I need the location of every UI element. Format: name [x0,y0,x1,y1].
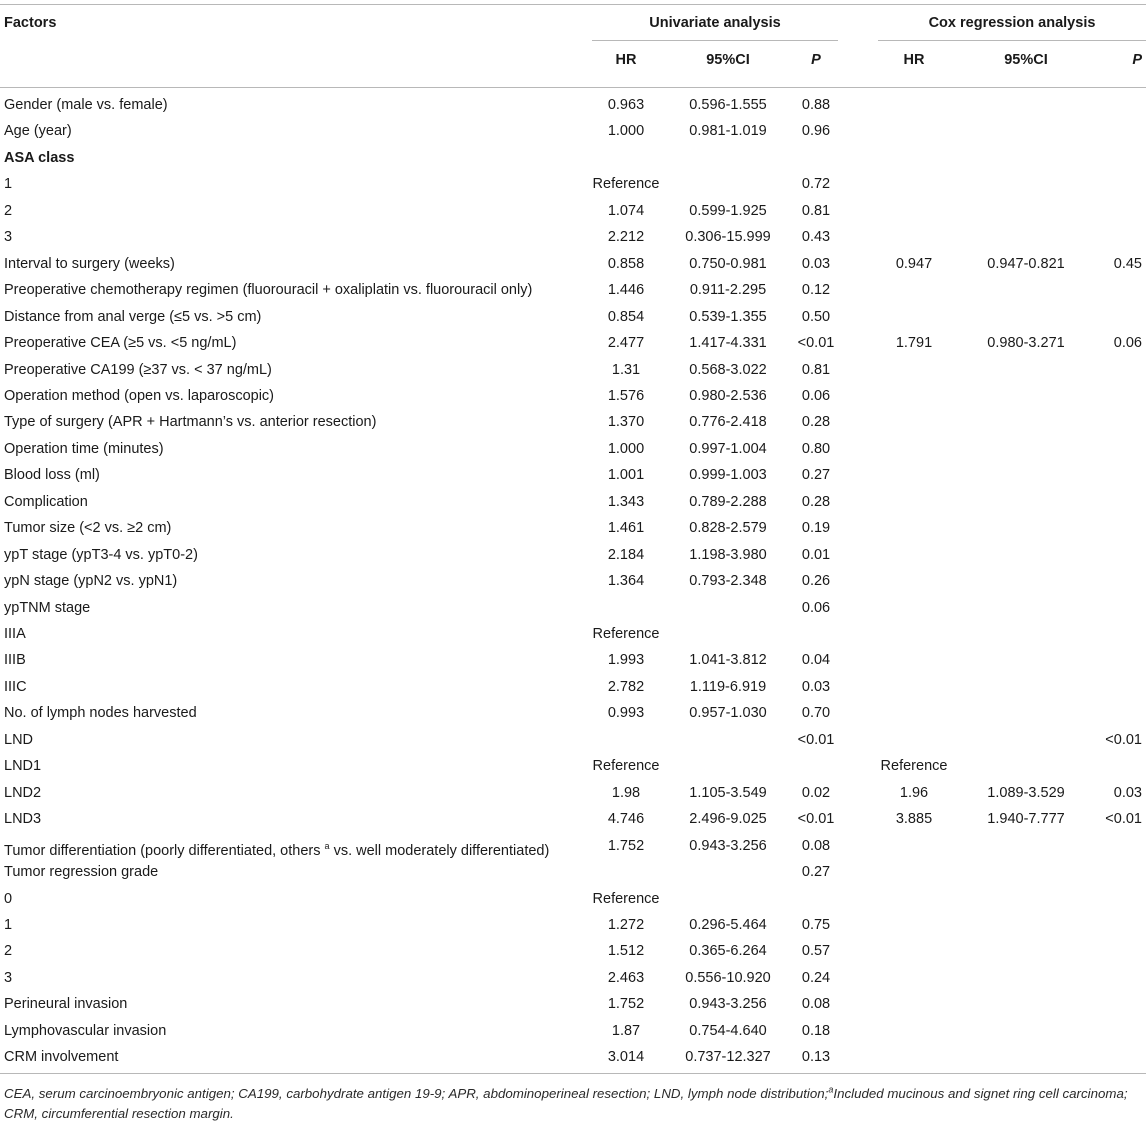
row-p-univariate: 0.88 [801,97,831,113]
row-factor [4,440,164,458]
row-p-cox: <0.01 [1105,811,1142,827]
row-ci-univariate: 0.828-2.579 [689,520,767,536]
row-p-univariate: 0.18 [801,1023,831,1039]
top-rule [0,4,1146,5]
row-factor-text: 1 [4,176,13,192]
row-p-univariate: 0.80 [801,441,831,457]
row-hr-univariate: 1.000 [607,441,645,457]
row-hr-univariate: 1.31 [611,362,641,378]
row-hr-univariate: 2.463 [607,970,645,986]
row-factor [4,175,12,193]
header-factors: Factors [4,15,57,31]
row-factor-text: LND3 [4,811,42,827]
row-factor [4,519,171,537]
row-hr-univariate: 0.963 [607,97,645,113]
row-factor-text: Operation time (minutes) [4,441,164,457]
row-factor-text: Age (year) [4,123,72,139]
row-p-univariate: 0.08 [801,996,831,1012]
row-ci-univariate: 0.599-1.925 [689,203,767,219]
row-factor [4,255,175,273]
footnote-part2: Included mucinous and signet ring cell carcinoma; CRM, circumferential resection margin. [4,1086,1128,1121]
header-hr-cox: HR [903,52,925,68]
row-p-cox: 0.45 [1113,256,1142,272]
header-ci-cox: 95%CI [1004,52,1048,68]
row-hr-univariate: 0.858 [607,256,645,272]
footnote-superscript: a [828,1084,834,1095]
row-hr-univariate: 1.370 [607,414,645,430]
row-factor [4,413,376,431]
row-factor [4,546,198,564]
row-hr-cox: 1.96 [899,785,929,801]
row-ci-univariate: 0.306-15.999 [685,229,771,245]
row-hr-univariate: Reference [592,176,660,192]
row-ci-univariate: 0.999-1.003 [689,467,767,483]
header-p-univariate: P [811,52,821,68]
row-ci-univariate: 0.789-2.288 [689,494,767,510]
row-p-univariate: 0.03 [801,679,831,695]
row-p-univariate: 0.81 [801,203,831,219]
row-hr-univariate: 1.000 [607,123,645,139]
row-factor [4,149,74,167]
row-ci-univariate: 0.957-1.030 [689,705,767,721]
row-p-cox: 0.06 [1113,335,1142,351]
row-factor-text: Tumor regression grade [4,864,159,880]
row-factor-text: ypTNM stage [4,600,91,616]
row-factor-text: 0 [4,891,13,907]
row-hr-univariate: 1.98 [611,785,641,801]
row-factor-text: Tumor size (<2 vs. ≥2 cm) [4,520,172,536]
row-ci-univariate: 2.496-9.025 [689,811,767,827]
row-p-univariate: 0.02 [801,785,831,801]
row-factor [4,1048,118,1066]
row-factor [4,704,197,722]
row-factor [4,810,41,828]
row-factor [4,281,532,299]
row-factor-text: IIIC [4,679,27,695]
header-p-cox: P [1132,52,1142,68]
row-factor-text: IIIA [4,626,26,642]
row-hr-cox: 3.885 [895,811,933,827]
univariate-underline [592,40,838,41]
row-p-univariate: 0.27 [801,864,831,880]
row-hr-univariate: Reference [592,626,660,642]
header-univariate: Univariate analysis [649,15,781,31]
header-ci-univariate: 95%CI [706,52,750,68]
row-ci-cox: 1.089-3.529 [987,785,1065,801]
row-ci-cox: 1.940-7.777 [987,811,1065,827]
row-p-cox: <0.01 [1105,732,1142,748]
row-p-univariate: 0.12 [801,282,831,298]
row-hr-univariate: 1.446 [607,282,645,298]
row-factor [4,863,158,881]
row-factor [4,916,12,934]
row-ci-univariate: 1.041-3.812 [689,652,767,668]
row-p-univariate: 0.06 [801,388,831,404]
header-bottom-rule [0,87,1146,88]
row-factor [4,96,168,114]
row-ci-univariate: 0.793-2.348 [689,573,767,589]
row-p-univariate: 0.27 [801,467,831,483]
row-factor-text: LND [4,732,34,748]
row-hr-univariate: 1.752 [607,838,645,854]
row-ci-univariate: 0.754-4.640 [689,1023,767,1039]
row-hr-univariate: 1.512 [607,943,645,959]
row-ci-univariate: 0.750-0.981 [689,256,767,272]
row-ci-univariate: 0.596-1.555 [689,97,767,113]
row-factor [4,334,236,352]
row-hr-univariate: 0.993 [607,705,645,721]
row-hr-cox: 1.791 [895,335,933,351]
row-ci-univariate: 1.105-3.549 [689,785,767,801]
row-factor-text: LND2 [4,785,42,801]
row-factor-text: Lymphovascular invasion [4,1023,167,1039]
row-factor [4,678,27,696]
row-hr-univariate: 2.782 [607,679,645,695]
row-factor-text: ASA class [4,150,75,166]
row-ci-cox: 0.947-0.821 [987,256,1065,272]
row-p-univariate: 0.08 [801,838,831,854]
row-hr-univariate: 1.461 [607,520,645,536]
row-hr-univariate: Reference [592,891,660,907]
row-ci-univariate: 0.981-1.019 [689,123,767,139]
row-hr-univariate: 1.993 [607,652,645,668]
row-factor-text: 2 [4,203,13,219]
row-ci-univariate: 1.198-3.980 [689,547,767,563]
row-p-univariate: <0.01 [797,732,835,748]
row-factor [4,890,12,908]
header-hr-univariate: HR [615,52,637,68]
row-ci-univariate: 0.980-2.536 [689,388,767,404]
row-p-univariate: 0.26 [801,573,831,589]
row-hr-univariate: 3.014 [607,1049,645,1065]
row-factor [4,784,41,802]
table-bottom-rule [0,1073,1146,1074]
row-factor [4,228,12,246]
row-ci-univariate: 1.417-4.331 [689,335,767,351]
row-factor-text: 3 [4,229,13,245]
row-hr-univariate: 2.477 [607,335,645,351]
row-p-univariate: 0.50 [801,309,831,325]
row-factor-text: LND1 [4,758,42,774]
row-factor [4,651,26,669]
row-factor [4,942,12,960]
row-factor-text: Tumor differentiation (poorly differentiated, others [4,842,321,859]
row-factor-text: ypT stage (ypT3-4 vs. ypT0-2) [4,547,198,563]
row-hr-univariate: 1.364 [607,573,645,589]
row-ci-univariate: 0.556-10.920 [685,970,771,986]
row-ci-univariate: 0.911-2.295 [689,282,767,298]
row-factor [4,1022,166,1040]
footnote [4,1084,1142,1124]
row-factor [4,625,26,643]
row-factor-text: 1 [4,917,13,933]
row-factor-text: Preoperative CEA (≥5 vs. <5 ng/mL) [4,335,237,351]
row-factor-superscript: a [324,841,330,851]
row-p-univariate: 0.28 [801,494,831,510]
row-factor [4,969,12,987]
row-p-univariate: 0.81 [801,362,831,378]
row-ci-univariate: 0.568-3.022 [689,362,767,378]
row-p-univariate: 0.70 [801,705,831,721]
header-cox: Cox regression analysis [928,15,1096,31]
row-ci-univariate: 0.997-1.004 [689,441,767,457]
row-hr-univariate: 2.212 [607,229,645,245]
row-hr-univariate: 1.343 [607,494,645,510]
row-p-univariate: 0.28 [801,414,831,430]
row-ci-univariate: 1.119-6.919 [689,679,767,695]
row-p-cox: 0.03 [1113,785,1142,801]
row-ci-univariate: 0.365-6.264 [689,943,767,959]
footnote-part1: CEA, serum carcinoembryonic antigen; CA199, carbohydrate antigen 19-9; APR, abdominoperineal resection; LND, lymph node distribution; [4,1086,829,1101]
row-factor-text: Gender (male vs. female) [4,97,168,113]
row-p-univariate: 0.24 [801,970,831,986]
row-ci-univariate: 0.737-12.327 [685,1049,771,1065]
row-factor-text: No. of lymph nodes harvested [4,705,197,721]
row-factor-text: Interval to surgery (weeks) [4,256,175,272]
row-factor-text: Complication [4,494,88,510]
row-hr-univariate: 1.752 [607,996,645,1012]
row-hr-univariate: 1.074 [607,203,645,219]
row-hr-univariate: Reference [592,758,660,774]
row-ci-univariate: 0.776-2.418 [689,414,767,430]
row-p-univariate: 0.01 [801,547,831,563]
row-p-univariate: 0.72 [801,176,831,192]
row-hr-univariate: 0.854 [607,309,645,325]
row-ci-univariate: 0.539-1.355 [689,309,767,325]
row-factor-text: 3 [4,970,13,986]
row-hr-cox: Reference [880,758,948,774]
row-factor [4,202,12,220]
row-hr-univariate: 2.184 [607,547,645,563]
row-p-univariate: 0.43 [801,229,831,245]
row-factor [4,361,272,379]
row-factor [4,757,41,775]
row-factor-text: Perineural invasion [4,996,128,1012]
row-factor-text: Operation method (open vs. laparoscopic) [4,388,275,404]
row-factor [4,599,90,617]
row-factor [4,308,261,326]
row-factor [4,572,177,590]
row-factor [4,995,127,1013]
row-factor-text: 2 [4,943,13,959]
row-p-univariate: 0.96 [801,123,831,139]
row-p-univariate: 0.57 [801,943,831,959]
row-hr-univariate: 1.87 [611,1023,641,1039]
row-hr-univariate: 1.272 [607,917,645,933]
row-factor-text: Distance from anal verge (≤5 vs. >5 cm) [4,309,262,325]
row-ci-univariate: 0.943-3.256 [689,838,767,854]
row-factor-text: CRM involvement [4,1049,119,1065]
cox-underline [878,40,1146,41]
row-p-univariate: 0.03 [801,256,831,272]
row-factor-text: Preoperative chemotherapy regimen (fluorouracil + oxaliplatin vs. fluorouracil only) [4,282,533,298]
row-factor [4,466,100,484]
row-p-univariate: 0.19 [801,520,831,536]
row-hr-univariate: 1.576 [607,388,645,404]
row-p-univariate: 0.75 [801,917,831,933]
row-factor [4,731,33,749]
row-factor-text: Blood loss (ml) [4,467,100,483]
row-p-univariate: 0.04 [801,652,831,668]
row-hr-cox: 0.947 [895,256,933,272]
row-factor [4,387,274,405]
row-factor-text: Type of surgery (APR + Hartmann’s vs. anterior resection) [4,414,377,430]
row-hr-univariate: 4.746 [607,811,645,827]
row-factor-text: Preoperative CA199 (≥37 vs. < 37 ng/mL) [4,362,272,378]
row-ci-univariate: 0.296-5.464 [689,917,767,933]
row-p-univariate: <0.01 [797,335,835,351]
row-hr-univariate: 1.001 [607,467,645,483]
row-p-univariate: <0.01 [797,811,835,827]
row-p-univariate: 0.06 [801,600,831,616]
row-factor [4,493,88,511]
row-ci-cox: 0.980-3.271 [987,335,1065,351]
row-factor-tail: vs. well moderately differentiated) [329,842,550,859]
row-ci-univariate: 0.943-3.256 [689,996,767,1012]
row-factor-text: ypN stage (ypN2 vs. ypN1) [4,573,178,589]
row-p-univariate: 0.13 [801,1049,831,1065]
row-factor [4,837,549,860]
row-factor [4,122,72,140]
row-factor-text: IIIB [4,652,26,668]
